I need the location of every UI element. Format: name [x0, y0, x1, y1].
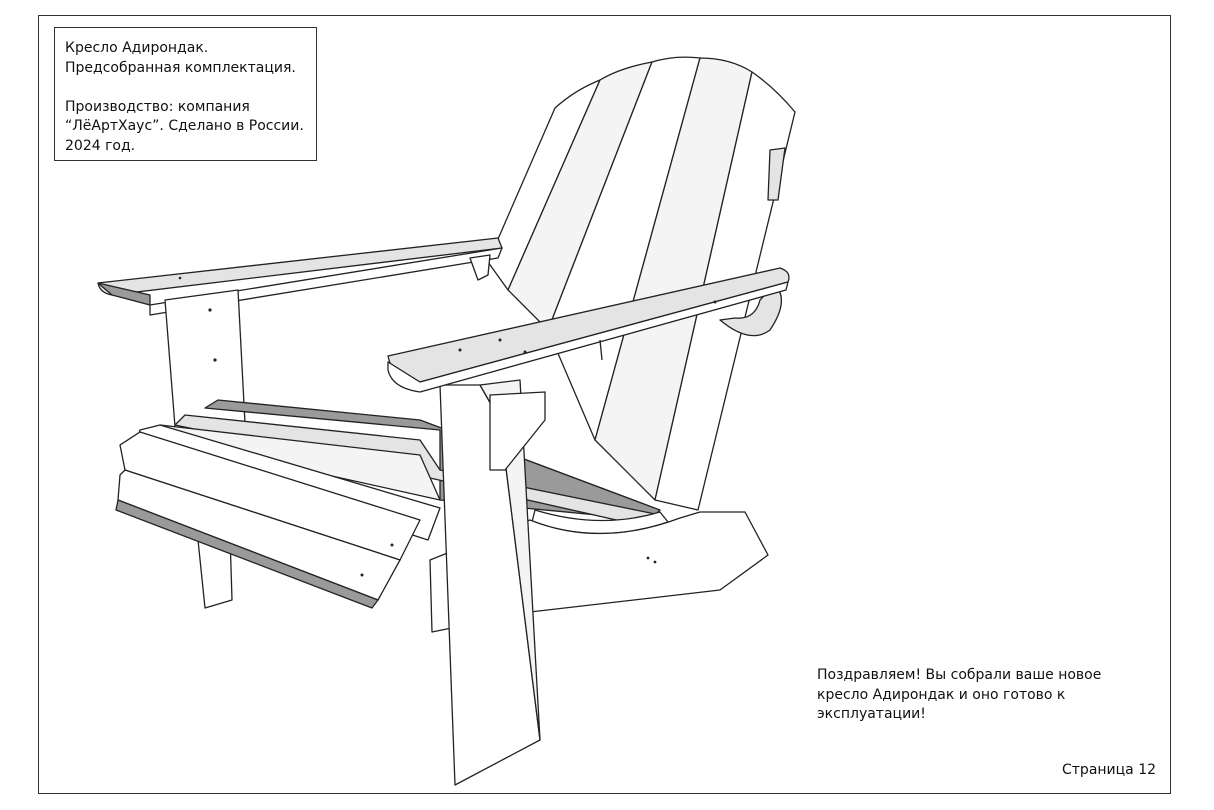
maker-line-1: Производство: компания [65, 98, 250, 115]
page-number: Страница 12 [1062, 762, 1157, 778]
screw-8 [459, 349, 462, 352]
right-front-leg [440, 380, 545, 785]
message-line-1: Поздравляем! Вы собрали ваше новое [817, 667, 1102, 683]
screw-4 [361, 574, 364, 577]
screw-10 [524, 351, 527, 354]
screw-1 [208, 308, 211, 311]
screw-9 [499, 339, 502, 342]
screw-3 [179, 277, 182, 280]
title-line-2: Предсобранная комплектация. [65, 59, 296, 76]
screw-11 [714, 301, 717, 304]
maker-line-2: “ЛёАртХаус”. Сделано в России. [65, 118, 304, 134]
title-line-1: Кресло Адирондак. [65, 40, 209, 56]
screw-5 [391, 544, 394, 547]
left-arm-bracket [470, 255, 490, 280]
message-line-3: эксплуатации! [817, 706, 926, 722]
back-support [768, 148, 785, 200]
screw-7 [654, 561, 657, 564]
maker-line-3: 2024 год. [65, 137, 136, 154]
screw-6 [647, 557, 650, 560]
screw-2 [213, 358, 216, 361]
congratulations-message [817, 666, 1137, 725]
message-line-2: кресло Адирондак и оно готово к [817, 686, 1066, 703]
